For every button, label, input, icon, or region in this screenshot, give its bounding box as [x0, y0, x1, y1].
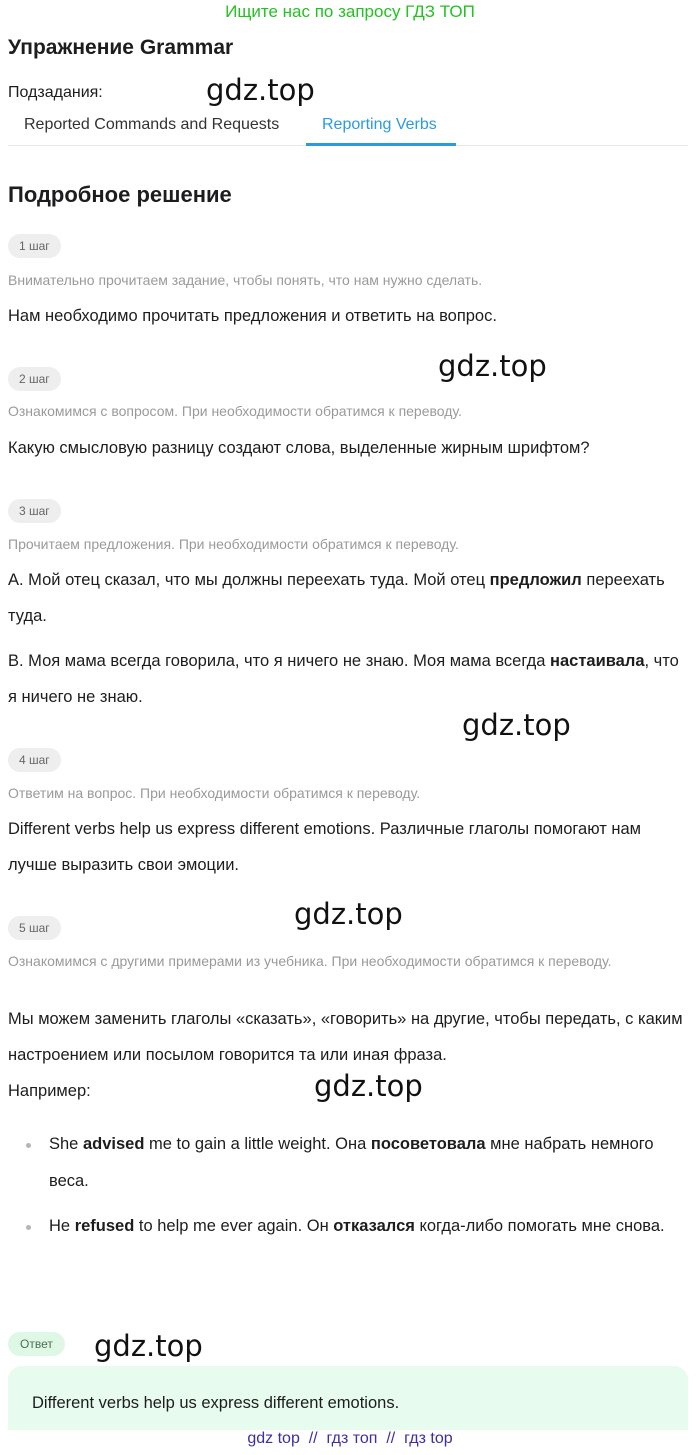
step-text: Нам необходимо прочитать предложения и ответить на вопрос. [8, 307, 497, 325]
bullet-icon [26, 1143, 31, 1148]
answer-text: Different verbs help us express different emotions. [32, 1394, 400, 1412]
watermark: gdz.top [294, 897, 403, 931]
footer-links [0, 1430, 700, 1455]
search-banner: Ищите нас по запросу ГДЗ ТОП [225, 2, 475, 21]
step-badge: 5 шаг [8, 916, 61, 940]
examples-list [22, 1126, 682, 1253]
watermark: gdz.top [462, 708, 571, 742]
list-item: She advised me to gain a little weight. Она посоветовала мне набрать немного веса. [22, 1126, 682, 1200]
watermark: gdz.top [438, 349, 547, 383]
watermark: gdz.top [94, 1329, 203, 1363]
step-hint: Прочитаем предложения. При необходимости обратимся к переводу. [8, 536, 459, 552]
tab-reported-commands[interactable]: Reported Commands and Requests [24, 116, 280, 133]
step-text: Какую смысловую разницу создают слова, выделенные жирным шрифтом? [8, 439, 590, 457]
step-hint: Внимательно прочитаем задание, чтобы понять, что нам нужно сделать. [8, 272, 483, 288]
answer-badge: Ответ [8, 1332, 65, 1356]
step-text: Мы можем заменить глаголы «сказать», «говорить» на другие, чтобы передать, с каким настроением или посылом говорится та или иная фраза. [8, 1010, 683, 1064]
footer-link-gdz-top[interactable]: gdz top [247, 1430, 300, 1447]
sentence-b: B. Моя мама всегда говорила, что я ничего не знаю. Моя мама всегда настаивала, что я ничего не знаю. [8, 652, 679, 706]
step-hint: Ответим на вопрос. При необходимости обратимся к переводу. [8, 785, 421, 801]
step-badge: 4 шаг [8, 748, 61, 772]
step-badge: 3 шаг [8, 499, 61, 523]
step-badge: 1 шаг [8, 234, 61, 258]
list-item: He refused to help me ever again. Он отказался когда-либо помогать мне снова. [22, 1208, 682, 1245]
footer-separator: // [308, 1430, 318, 1447]
watermark: gdz.top [206, 73, 315, 107]
example-label: Например: [8, 1082, 91, 1100]
sentence-a: A. Мой отец сказал, что мы должны переехать туда. Мой отец предложил переехать туда. [8, 571, 665, 625]
bullet-icon [26, 1225, 31, 1230]
tab-reporting-verbs[interactable]: Reporting Verbs [322, 116, 437, 133]
section-title: Подробное решение [8, 182, 232, 207]
step-text: Different verbs help us express different emotions. Различные глаголы помогают нам лучше выразить свои эмоции. [8, 820, 642, 874]
page-title: Упражнение Grammar [8, 36, 234, 59]
step-hint: Ознакомимся с вопросом. При необходимости обратимся к переводу. [8, 403, 462, 419]
subtasks-label: Подзадания: [8, 84, 103, 101]
footer-link-gdz-top-ru[interactable]: гдз топ [326, 1430, 378, 1447]
step-hint: Ознакомимся с другими примерами из учебника. При необходимости обратимся к переводу. [8, 953, 612, 969]
step-badge: 2 шаг [8, 367, 61, 391]
watermark: gdz.top [314, 1069, 423, 1103]
active-tab-indicator [306, 143, 456, 146]
footer-link-gdz-top-mixed[interactable]: гдз top [404, 1430, 453, 1447]
footer-separator: // [386, 1430, 396, 1447]
